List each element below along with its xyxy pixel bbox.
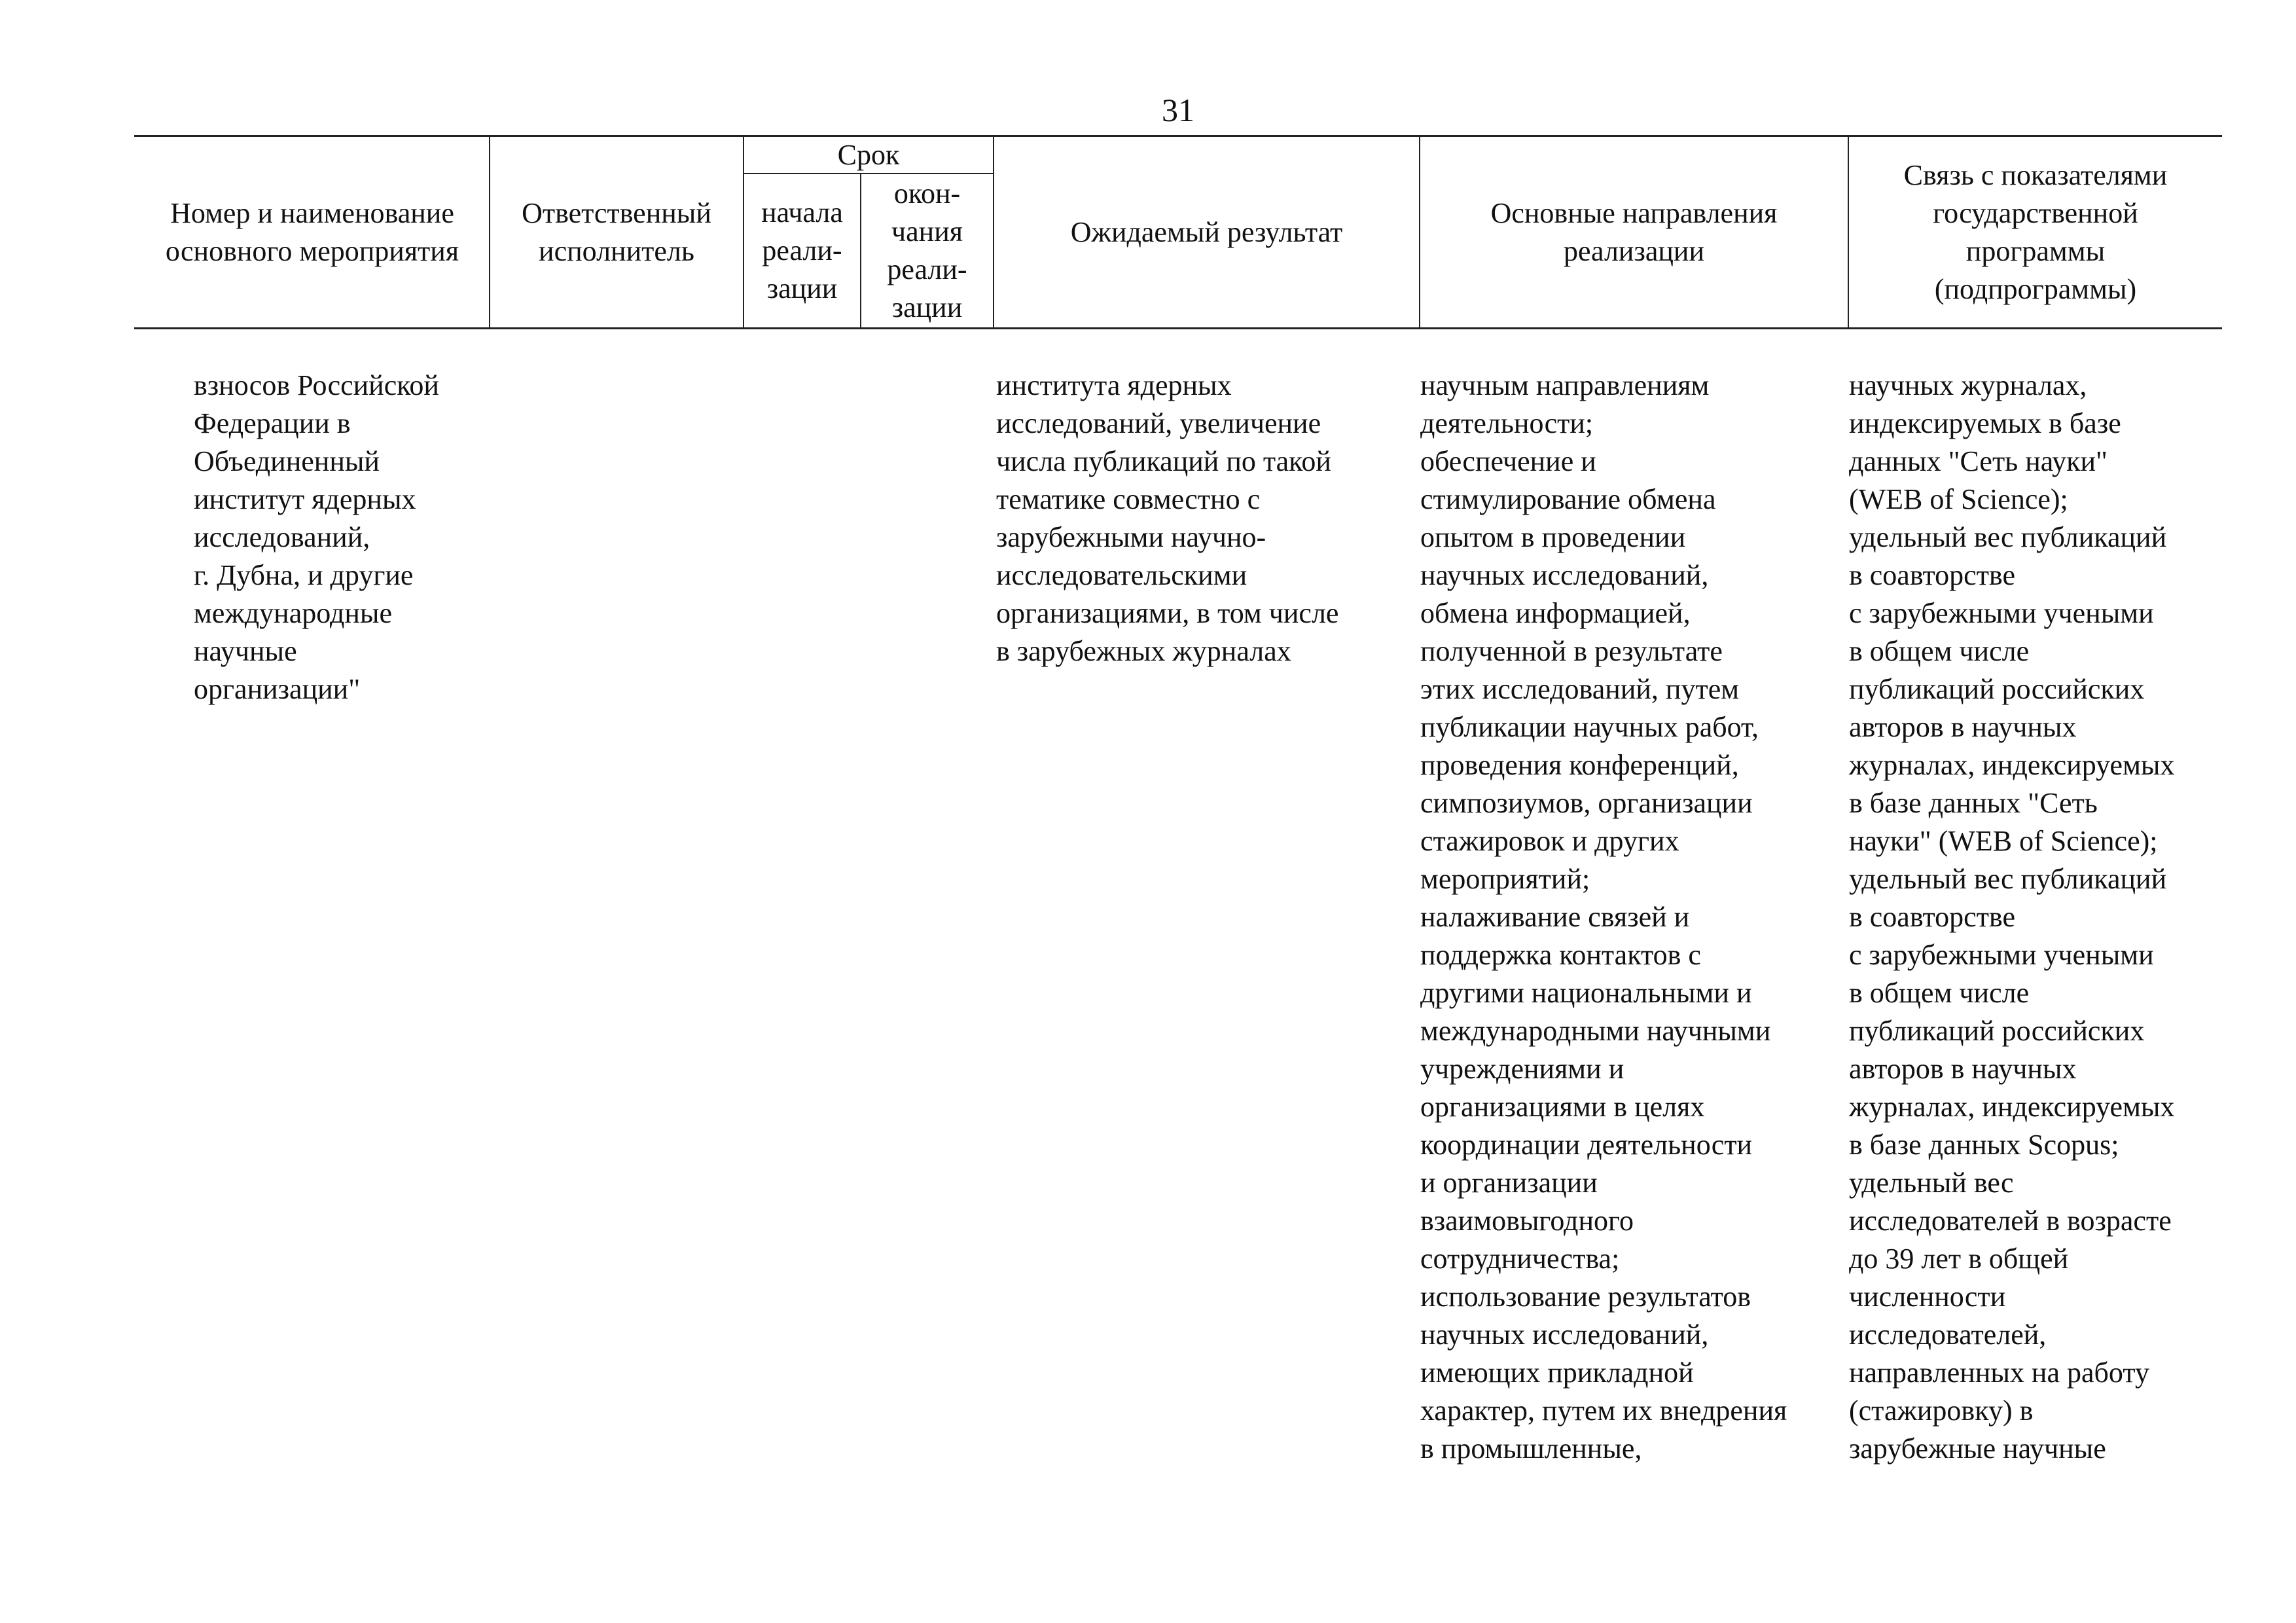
cell-measure: взносов Российской Федерации в Объединенный институт ядерных исследований, г. Дубна, и другие международные научные организации": [194, 369, 439, 705]
header-term: Срок: [837, 138, 900, 171]
header-indicators: Связь с показателями государственной программы (подпрограммы): [1903, 158, 2168, 305]
page-number: 31: [1162, 92, 1194, 128]
header-measure: Номер и наименование основного мероприятия: [165, 196, 459, 267]
header-directions: Основные направления реализации: [1490, 196, 1778, 267]
cell-directions: научным направлениям деятельности; обеспечение и стимулирование обмена опытом в проведении научных исследований, обмена информацией, полученной в результате этих исследований, путем публикации научных работ, проведения конференций, симпозиумов, организации стажировок и других мероприятий; налаживание связей и поддержка контактов с другими национальными и международными научными учреждениями и организациями в целях координации деятельности и организации взаимовыгодного сотрудничества; использование результатов научных исследований, имеющих прикладной характер, путем их внедрения в промышленные,: [1420, 369, 1787, 1465]
header-term-start: начала реали- зации: [761, 196, 843, 304]
table-header-bottom-rule: [134, 327, 2222, 329]
header-executor: Ответственный исполнитель: [522, 196, 711, 267]
cell-result: института ядерных исследований, увеличение числа публикаций по такой тематике совместно с зарубежными научно- исследовательскими организациями, в том числе в зарубежных журналах: [996, 369, 1339, 667]
header-result: Ожидаемый результат: [1070, 215, 1343, 248]
cell-indicators: научных журналах, индексируемых в базе данных "Сеть науки" (WEB of Science); удельный вес публикаций в соавторстве с зарубежными учеными в общем числе публикаций российских авторов в научных журналах, индексируемых в базе данных "Сеть науки" (WEB of Science); удельный вес публикаций в соавторстве с зарубежными учеными в общем числе публикаций российских авторов в научных журналах, индексируемых в базе данных Scopus; удельный вес исследователей в возрасте до 39 лет в общей численности исследователей, направленных на работу (стажировку) в зарубежные научные: [1849, 369, 2175, 1465]
header-term-end: окон- чания реали- зации: [887, 177, 967, 323]
